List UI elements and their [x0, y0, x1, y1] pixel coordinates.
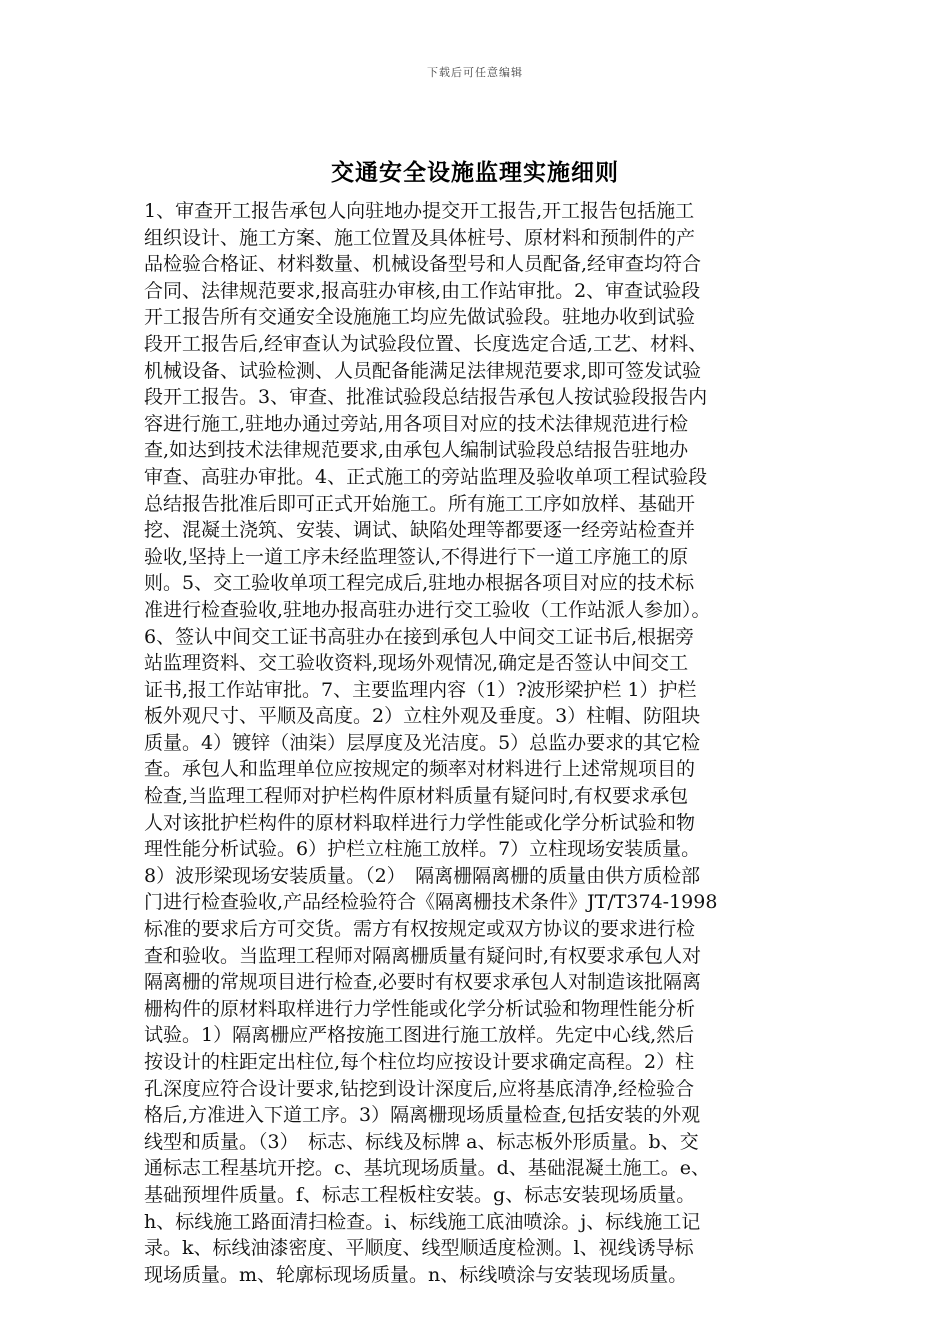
body-line: 线型和质量。（3） 标志、标线及标牌 a、标志板外形质量。b、交 [144, 1130, 699, 1153]
body-line: 格后,方准进入下道工序。3）隔离栅现场质量检查,包括安装的外观 [144, 1104, 701, 1127]
body-line: 录。k、标线油漆密度、平顺度、线型顺适度检测。l、视线诱导标 [144, 1237, 694, 1260]
body-paragraph [144, 198, 824, 1288]
body-line: 查和验收。当监理工程师对隔离栅质量有疑问时,有权要求承包人对 [144, 944, 702, 967]
body-line: 查,如达到技术法律规范要求,由承包人编制试验段总结报告驻地办 [144, 439, 689, 462]
body-line: 检查,当监理工程师对护栏构件原材料质量有疑问时,有权要求承包 [144, 785, 689, 808]
body-line: 准进行检查验收,驻地办报高驻办进行交工验收（工作站派人参加）。 [144, 598, 711, 621]
body-line: 审查、高驻办审批。4、正式施工的旁站监理及验收单项工程试验段 [144, 465, 708, 488]
body-line: 人对该批护栏构件的原材料取样进行力学性能或化学分析试验和物 [144, 811, 696, 834]
body-line: 门进行检查验收,产品经检验符合《隔离栅技术条件》JT/T374-1998 [144, 891, 718, 914]
body-line: 挖、混凝土浇筑、安装、调试、缺陷处理等都要逐一经旁站检查并 [144, 519, 696, 542]
body-line: 通标志工程基坑开挖。c、基坑现场质量。d、基础混凝土施工。e、 [144, 1157, 711, 1180]
body-line: 段开工报告。3、审查、批准试验段总结报告承包人按试验段报告内 [144, 386, 708, 409]
body-line: 栅构件的原材料取样进行力学性能或化学分析试验和物理性能分析 [144, 997, 696, 1020]
body-line: 容进行施工,驻地办通过旁站,用各项目对应的技术法律规范进行检 [144, 412, 689, 435]
body-line: 合同、法律规范要求,报高驻办审核,由工作站审批。2、审查试验段 [144, 279, 701, 302]
body-line: 质量。4）镀锌（油柒）层厚度及光洁度。5）总监办要求的其它检 [144, 731, 701, 754]
body-line: 证书,报工作站审批。7、主要监理内容（1）?波形梁护栏 1）护栏 [144, 678, 697, 701]
body-line: 验收,坚持上一道工序未经监理签认,不得进行下一道工序施工的原 [144, 545, 689, 568]
body-line: 站监理资料、交工验收资料,现场外观情况,确定是否签认中间交工 [144, 652, 689, 675]
body-line: h、标线施工路面清扫检查。i、标线施工底油喷涂。j、标线施工记 [144, 1210, 701, 1233]
body-line: 则。5、交工验收单项工程完成后,驻地办根据各项目对应的技术标 [144, 572, 695, 595]
body-line: 标准的要求后方可交货。需方有权按规定或双方协议的要求进行检 [144, 918, 696, 941]
body-line: 隔离栅的常规项目进行检查,必要时有权要求承包人对制造该批隔离 [144, 971, 702, 994]
document-title: 交通安全设施监理实施细则 [331, 159, 619, 186]
body-line: 板外观尺寸、平顺及高度。2）立柱外观及垂度。3）柱帽、防阻块 [144, 705, 701, 728]
body-line: 试验。1）隔离栅应严格按施工图进行施工放样。先定中心线,然后 [144, 1024, 695, 1047]
body-line: 基础预埋件质量。f、标志工程板柱安装。g、标志安装现场质量。 [144, 1183, 696, 1206]
body-line: 现场质量。m、轮廓标现场质量。n、标线喷涂与安装现场质量。 [144, 1263, 688, 1286]
body-line: 1、审查开工报告承包人向驻地办提交开工报告,开工报告包括施工 [144, 200, 695, 222]
body-line: 6、签认中间交工证书高驻办在接到承包人中间交工证书后,根据旁 [144, 625, 695, 648]
body-line: 机械设备、试验检测、人员配备能满足法律规范要求,即可签发试验 [144, 359, 702, 382]
body-line: 查。承包人和监理单位应按规定的频率对材料进行上述常规项目的 [144, 758, 696, 781]
body-line: 孔深度应符合设计要求,钻挖到设计深度后,应将基底清净,经检验合 [144, 1077, 695, 1100]
body-line: 总结报告批准后即可正式开始施工。所有施工工序如放样、基础开 [144, 492, 696, 515]
body-line: 组织设计、施工方案、施工位置及具体桩号、原材料和预制件的产 [144, 226, 696, 249]
body-line: 8）波形梁现场安装质量。（2） 隔离栅隔离栅的质量由供方质检部 [144, 864, 701, 887]
body-line: 段开工报告后,经审查认为试验段位置、长度选定合适,工艺、材料、 [144, 332, 708, 355]
body-line: 品检验合格证、材料数量、机械设备型号和人员配备,经审查均符合 [144, 253, 702, 276]
body-line: 理性能分析试验。6）护栏立柱施工放样。7）立柱现场安装质量。 [144, 838, 701, 861]
body-line: 按设计的柱距定出柱位,每个柱位均应按设计要求确定高程。2）柱 [144, 1051, 695, 1073]
header-note: 下载后可任意编辑 [427, 66, 523, 79]
body-line: 开工报告所有交通安全设施施工均应先做试验段。驻地办收到试验 [144, 306, 696, 329]
